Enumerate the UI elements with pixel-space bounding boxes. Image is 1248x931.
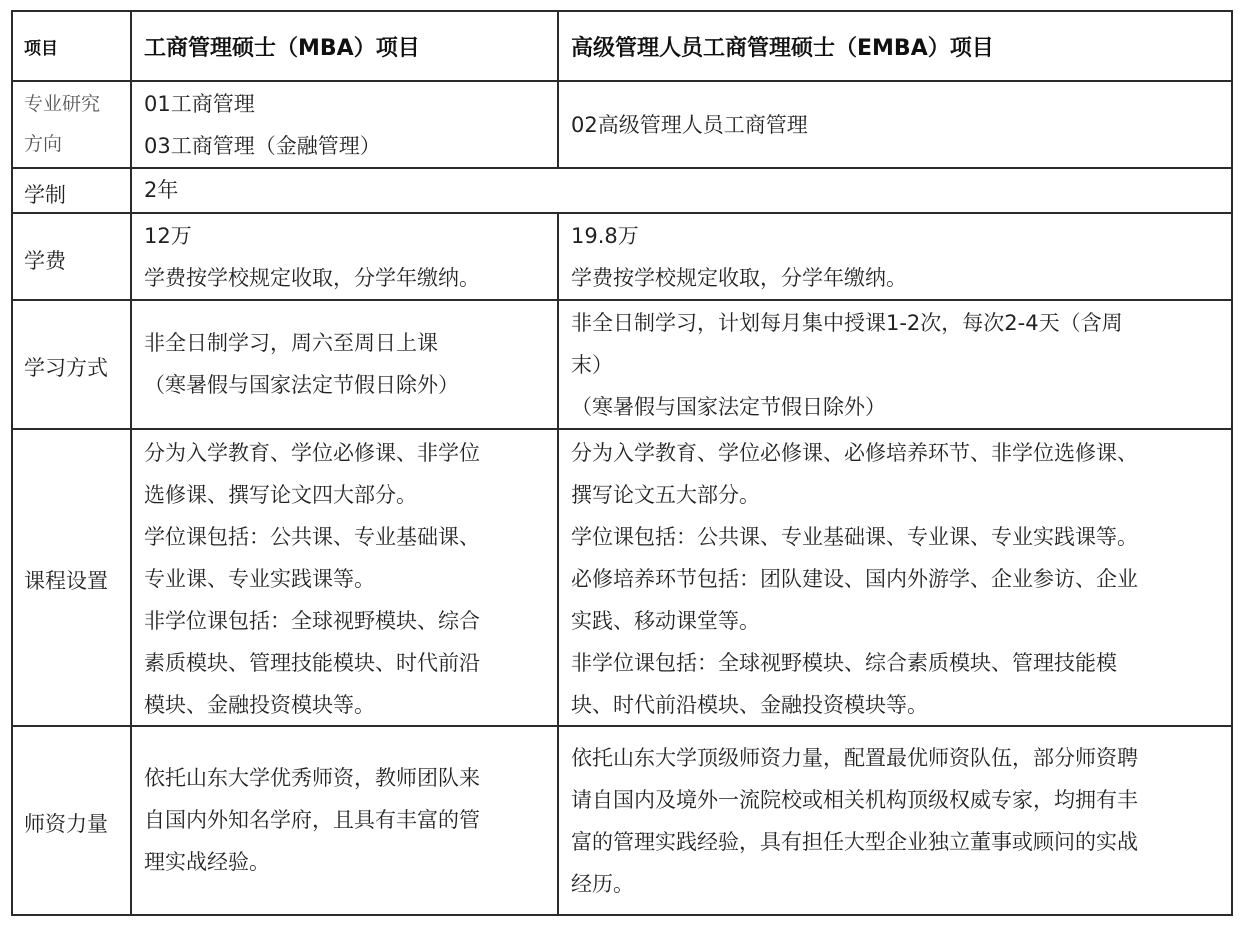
emba-curriculum-line: 块、时代前沿模块、金融投资模块等。: [571, 693, 928, 717]
mba-faculty-line: 自国内外知名学府，且具有丰富的管: [144, 808, 480, 832]
emba-study-mode-line: （寒暑假与国家法定节假日除外）: [571, 395, 886, 419]
mba-curriculum-line: 非学位课包括：全球视野模块、综合: [144, 609, 480, 633]
table-rule: [557, 10, 559, 169]
header-label: 项目: [24, 39, 58, 59]
table-rule: [11, 428, 1233, 430]
study-mode-label: 学习方式: [24, 356, 108, 380]
emba-curriculum-line: 实践、移动课堂等。: [571, 609, 760, 633]
direction-label-line: 方向: [24, 133, 63, 155]
emba-faculty-line: 富的管理实践经验，具有担任大型企业独立董事或顾问的实战: [571, 830, 1138, 854]
emba-faculty-line: 经历。: [571, 872, 634, 896]
table-rule: [11, 10, 1233, 12]
emba-faculty-line: 请自国内及境外一流院校或相关机构顶级权威专家，均拥有丰: [571, 788, 1138, 812]
emba-tuition-line: 19.8万: [571, 224, 639, 248]
table-rule: [11, 167, 1233, 169]
table-rule: [11, 10, 13, 916]
emba-study-mode: [571, 302, 1123, 428]
emba-curriculum-line: 撰写论文五大部分。: [571, 483, 760, 507]
emba-tuition-line: 学费按学校规定收取，分学年缴纳。: [571, 266, 907, 290]
table-rule: [11, 212, 1233, 214]
mba-direction-line: 03工商管理（金融管理）: [144, 134, 381, 158]
direction-label-line: 专业研究: [24, 93, 101, 115]
mba-study-mode-line: 非全日制学习，周六至周日上课: [144, 331, 438, 355]
emba-curriculum-line: 分为入学教育、学位必修课、必修培养环节、非学位选修课、: [571, 441, 1138, 465]
mba-curriculum-line: 专业课、专业实践课等。: [144, 567, 375, 591]
duration-value: 2年: [144, 178, 179, 202]
emba-direction: [571, 104, 808, 146]
emba-direction-line: 02高级管理人员工商管理: [571, 113, 808, 137]
tuition-label: 学费: [24, 249, 66, 273]
mba-curriculum-line: 选修课、撰写论文四大部分。: [144, 483, 417, 507]
mba-curriculum-line: 模块、金融投资模块等。: [144, 693, 375, 717]
emba-column-title: 高级管理人员工商管理硕士（EMBA）项目: [571, 36, 994, 61]
emba-curriculum-line: 必修培养环节包括：团队建设、国内外游学、企业参访、企业: [571, 567, 1138, 591]
mba-faculty-line: 理实战经验。: [144, 850, 270, 874]
mba-tuition-line: 12万: [144, 224, 192, 248]
emba-study-mode-line: 末）: [571, 353, 613, 377]
faculty-label: 师资力量: [24, 812, 108, 836]
table-rule: [557, 212, 559, 916]
table-rule: [11, 80, 1233, 82]
mba-faculty-line: 依托山东大学优秀师资，教师团队来: [144, 766, 480, 790]
mba-curriculum-line: 学位课包括：公共课、专业基础课、: [144, 525, 480, 549]
curriculum-label: 课程设置: [24, 569, 108, 593]
emba-faculty: [571, 737, 1138, 905]
mba-curriculum-line: 分为入学教育、学位必修课、非学位: [144, 441, 480, 465]
table-rule: [130, 10, 132, 916]
emba-faculty-line: 依托山东大学顶级师资力量，配置最优师资队伍，部分师资聘: [571, 746, 1138, 770]
emba-study-mode-line: 非全日制学习，计划每月集中授课1-2次，每次2-4天（含周: [571, 311, 1123, 335]
mba-direction-line: 01工商管理: [144, 92, 255, 116]
mba-study-mode: [144, 322, 459, 406]
emba-curriculum: [571, 432, 1138, 726]
direction-label: [24, 84, 100, 164]
mba-curriculum: [144, 432, 480, 726]
emba-curriculum-line: 学位课包括：公共课、专业基础课、专业课、专业实践课等。: [571, 525, 1138, 549]
duration-label: 学制: [24, 183, 66, 207]
emba-tuition: [571, 215, 907, 299]
mba-column-title: 工商管理硕士（MBA）项目: [144, 36, 420, 61]
mba-study-mode-line: （寒暑假与国家法定节假日除外）: [144, 373, 459, 397]
mba-direction: [144, 83, 381, 167]
mba-tuition: [144, 215, 480, 299]
table-rule: [11, 299, 1233, 301]
mba-curriculum-line: 素质模块、管理技能模块、时代前沿: [144, 651, 480, 675]
emba-curriculum-line: 非学位课包括：全球视野模块、综合素质模块、管理技能模: [571, 651, 1117, 675]
table-rule: [11, 914, 1233, 916]
mba-tuition-line: 学费按学校规定收取，分学年缴纳。: [144, 266, 480, 290]
mba-faculty: [144, 757, 480, 883]
table-rule: [1231, 10, 1233, 916]
